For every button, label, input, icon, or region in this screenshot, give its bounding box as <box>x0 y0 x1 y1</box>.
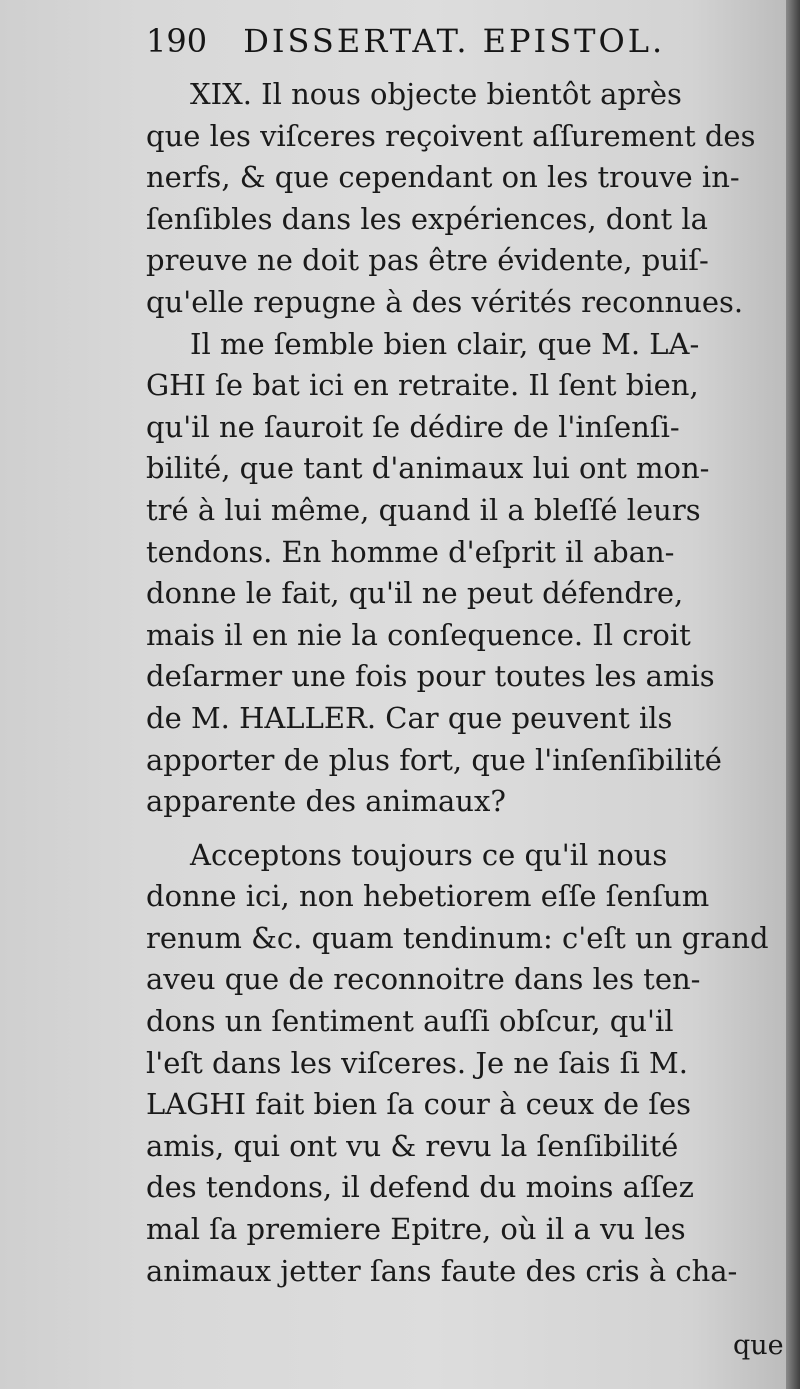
page-header <box>146 18 716 64</box>
text-line: renum &c. quam tendinum: c'eſt un grand <box>146 920 769 955</box>
text-line: LAGHI fait bien ſa cour à ceux de ſes <box>146 1087 691 1122</box>
text-line: amis, qui ont vu & revu la ſenſibilité <box>146 1128 679 1163</box>
text-line: qu'elle repugne à des vérités reconnues. <box>146 284 744 319</box>
text-line: bilité, que tant d'animaux lui ont mon- <box>146 451 710 486</box>
page-number: 190 <box>146 22 208 60</box>
body-text <box>146 74 769 1292</box>
text-line: nerfs, & que cependant on les trouve in- <box>146 160 740 195</box>
text-line: que les viſceres reçoivent aſſurement des <box>146 118 756 153</box>
text-line: aveu que de reconnoitre dans les ten- <box>146 962 701 997</box>
text-line: tendons. En homme d'eſprit il aban- <box>146 534 675 569</box>
text-line: XIX. Il nous objecte bientôt après <box>190 77 682 111</box>
text-line: donne ici, non hebetiorem eſſe ſenſum <box>146 879 710 914</box>
text-line: Acceptons toujours ce qu'il nous <box>190 837 668 872</box>
text-line: ſenſibles dans les expériences, dont la <box>146 201 708 236</box>
text-line: apparente des animaux? <box>146 784 506 819</box>
text-line: dons un ſentiment auſſi obſcur, qu'il <box>146 1004 674 1039</box>
text-line: l'eſt dans les viſceres. Je ne ſais ſi M. <box>146 1045 688 1080</box>
text-line: apporter de plus fort, que l'inſenſibilité <box>146 742 722 777</box>
running-title: DISSERTAT. EPISTOL. <box>243 22 666 60</box>
text-line: mal ſa premiere Epitre, où il a vu les <box>146 1212 686 1247</box>
text-line: Il me ſemble bien clair, que M. LA- <box>190 326 700 361</box>
text-line: deſarmer une fois pour toutes les amis <box>146 659 715 694</box>
text-line: des tendons, il defend du moins aſſez <box>146 1170 694 1205</box>
paragraph-gap <box>146 823 766 835</box>
page-edge-shadow <box>786 0 800 1389</box>
text-line: tré à lui même, quand il a bleſſé leurs <box>146 492 701 527</box>
catchword: que <box>733 1330 784 1361</box>
text-line: preuve ne doit pas être évidente, puiſ- <box>146 243 709 278</box>
text-line: animaux jetter ſans faute des cris à cha- <box>146 1253 738 1288</box>
text-line: qu'il ne ſauroit ſe dédire de l'inſenſi- <box>146 409 680 444</box>
text-line: de M. HALLER. Car que peuvent ils <box>146 700 673 735</box>
text-line: donne le fait, qu'il ne peut défendre, <box>146 576 684 611</box>
text-line: mais il en nie la conſequence. Il croit <box>146 617 691 652</box>
text-line: GHI ſe bat ici en retraite. Il ſent bien, <box>146 368 699 403</box>
